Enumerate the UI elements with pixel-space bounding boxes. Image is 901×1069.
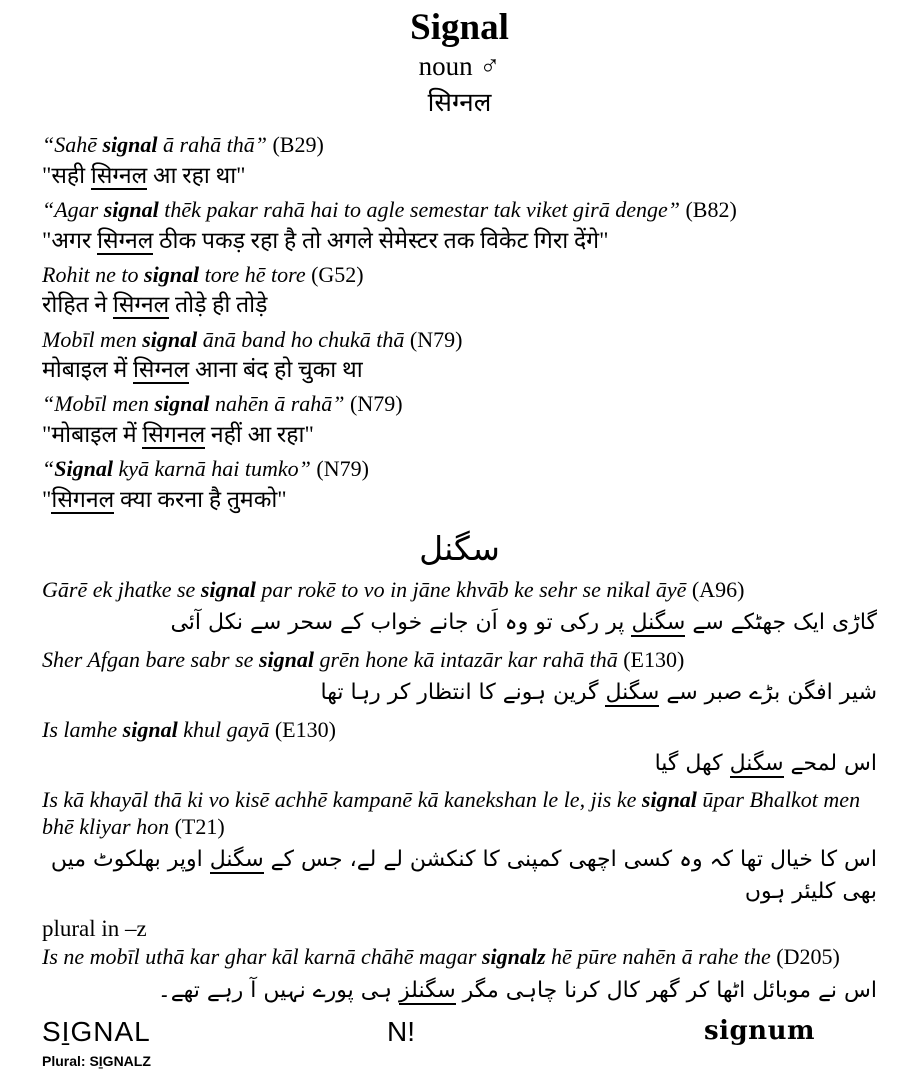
hindi-headword: सिग्नल bbox=[427, 88, 492, 118]
roman-suffix: tore hē tore bbox=[199, 261, 306, 287]
example-entry bbox=[42, 197, 877, 256]
roman-prefix: Gārē ek jhatke se bbox=[42, 576, 201, 602]
translation-suffix: گرین ہونے کا انتظار کر رہا تھا bbox=[320, 680, 606, 706]
roman-suffix: ūpar Bhalkot men bhē kliyar hon bbox=[42, 787, 861, 839]
example-translation-urdu bbox=[42, 844, 877, 908]
citation-code: (A96) bbox=[686, 576, 745, 602]
citation-code: (N79) bbox=[344, 391, 403, 417]
part-of-speech-line bbox=[42, 50, 877, 84]
example-translation-hindi bbox=[42, 226, 877, 256]
example-roman bbox=[42, 262, 877, 288]
urdu-headword: سگنل bbox=[419, 528, 500, 568]
example-roman bbox=[42, 132, 877, 158]
example-roman bbox=[42, 456, 877, 482]
example-entry bbox=[42, 717, 877, 779]
roman-suffix: khul gayā bbox=[177, 717, 270, 743]
keyword-underlined: सिग्नल bbox=[132, 357, 190, 383]
example-translation-hindi bbox=[42, 290, 877, 320]
citation-code: (N79) bbox=[404, 326, 463, 352]
roman-suffix: par rokē to vo in jāne khvāb ke sehr se nikal āyē bbox=[255, 576, 687, 602]
plural-note: plural in –z bbox=[42, 915, 147, 941]
translation-prefix: "अगर bbox=[42, 227, 98, 253]
roman-suffix: ānā band ho chukā thā bbox=[197, 326, 405, 352]
example-roman bbox=[42, 647, 877, 673]
keyword-underlined: سگنل bbox=[729, 750, 784, 776]
example-entry bbox=[42, 391, 877, 450]
male-gender-icon: ♂ bbox=[479, 50, 501, 82]
example-translation-hindi bbox=[42, 161, 877, 191]
keyword-underlined: सिग्नल bbox=[112, 292, 170, 318]
footer-etymon: signum bbox=[703, 1015, 815, 1046]
example-translation-hindi bbox=[42, 485, 877, 515]
keyword-underlined: سگنلز bbox=[399, 977, 456, 1003]
keyword-bold: signal bbox=[102, 132, 158, 158]
example-entry bbox=[42, 262, 877, 321]
roman-prefix: Sher Afgan bare sabr se bbox=[42, 646, 259, 672]
example-translation-urdu bbox=[42, 748, 877, 780]
keyword-underlined: سگنل bbox=[631, 609, 686, 635]
roman-prefix: Is lamhe bbox=[42, 717, 123, 743]
translation-suffix: आना बंद हो चुका था bbox=[189, 357, 363, 383]
roman-prefix: Is ne mobīl uthā kar ghar kāl karnā chāhē magar bbox=[42, 944, 482, 970]
keyword-underlined: सिग्नल bbox=[90, 162, 148, 188]
roman-prefix: Rohit ne to bbox=[42, 261, 145, 287]
roman-prefix: “ bbox=[42, 456, 55, 482]
keyword-bold: signal bbox=[103, 197, 159, 223]
keyword-bold: Signal bbox=[54, 456, 113, 482]
roman-prefix: Mobīl men bbox=[42, 326, 143, 352]
translation-prefix: شیر افگن بڑے صبر سے bbox=[659, 680, 877, 706]
translation-prefix: گاڑی ایک جھٹکے سے bbox=[685, 609, 877, 635]
keyword-bold: signal bbox=[154, 391, 210, 417]
citation-code: (T21) bbox=[169, 813, 225, 839]
keyword-underlined: سگنل bbox=[605, 680, 660, 706]
keyword-bold: signal bbox=[258, 646, 314, 672]
translation-suffix: क्या करना है तुमको" bbox=[114, 486, 287, 512]
roman-prefix: “Mobīl men bbox=[42, 391, 155, 417]
keyword-underlined: سگنل bbox=[209, 847, 264, 873]
example-entry bbox=[42, 944, 877, 1006]
citation-code: (D205) bbox=[770, 944, 840, 970]
page-title: Signal bbox=[410, 7, 509, 48]
translation-suffix: ठीक पकड़ रहा है तो अगले सेमेस्टर तक विकेट गिरा देंगे" bbox=[153, 227, 609, 253]
citation-code: (B82) bbox=[679, 197, 737, 223]
roman-suffix: hē pūre nahēn ā rahe the bbox=[545, 944, 771, 970]
translation-suffix: आ रहा था" bbox=[147, 162, 246, 188]
citation-code: (B29) bbox=[266, 132, 324, 158]
entry-footer bbox=[42, 1017, 877, 1069]
keyword-underlined: सिगनल bbox=[142, 421, 206, 447]
translation-prefix: اس نے موبائل اٹھا کر گھر کال کرنا چاہی مگر bbox=[455, 977, 877, 1003]
translation-suffix: پر رکی تو وہ اَن جانے خواب کے سحر سے نکل آئی bbox=[170, 609, 632, 635]
roman-suffix: ā rahā thā” bbox=[157, 132, 267, 158]
example-entry bbox=[42, 456, 877, 515]
urdu-examples-section bbox=[42, 577, 877, 1007]
footer-grammar-code: N! bbox=[387, 1015, 415, 1047]
keyword-bold: signal bbox=[122, 717, 178, 743]
example-entry bbox=[42, 132, 877, 191]
roman-suffix: nahēn ā rahā” bbox=[209, 391, 345, 417]
translation-suffix: اوپر بھلکوٹ میں بھی کلیئر ہوں bbox=[50, 847, 877, 905]
example-roman bbox=[42, 577, 877, 603]
roman-suffix: thēk pakar rahā hai to agle semestar tak viket girā denge” bbox=[158, 197, 680, 223]
translation-prefix: रोहित ने bbox=[42, 292, 113, 318]
translation-prefix: " bbox=[42, 486, 52, 512]
example-translation-urdu bbox=[42, 975, 877, 1007]
example-roman bbox=[42, 327, 877, 353]
translation-prefix: मोबाइल में bbox=[42, 357, 133, 383]
example-translation-urdu bbox=[42, 677, 877, 709]
keyword-bold: signal bbox=[200, 576, 256, 602]
footer-plural-note: Plural: SI̱GNALZ bbox=[42, 1053, 151, 1069]
keyword-bold: signal bbox=[641, 787, 697, 813]
example-translation-hindi bbox=[42, 355, 877, 385]
example-entry bbox=[42, 787, 877, 908]
translation-suffix: ہی پورے نہیں آ رہے تھے۔ bbox=[157, 977, 400, 1003]
roman-prefix: Is kā khayāl thā ki vo kisē achhē kampanē kā kanekshan le le, jis ke bbox=[42, 787, 642, 813]
example-roman bbox=[42, 944, 877, 970]
example-roman bbox=[42, 391, 877, 417]
translation-prefix: اس لمحے bbox=[783, 750, 877, 776]
citation-code: (E130) bbox=[617, 646, 685, 672]
hindi-examples-section bbox=[42, 132, 877, 515]
translation-prefix: "मोबाइल में bbox=[42, 421, 143, 447]
translation-suffix: तोड़े ही तोड़े bbox=[169, 292, 268, 318]
roman-suffix: grēn hone kā intazār kar rahā thā bbox=[313, 646, 618, 672]
keyword-underlined: सिगनल bbox=[51, 486, 115, 512]
keyword-bold: signal bbox=[144, 261, 200, 287]
example-roman bbox=[42, 717, 877, 743]
example-entry bbox=[42, 577, 877, 639]
example-entry bbox=[42, 327, 877, 386]
roman-suffix: kyā karnā hai tumko” bbox=[112, 456, 311, 482]
footer-headword-block bbox=[42, 1017, 387, 1069]
keyword-bold: signalz bbox=[481, 944, 546, 970]
citation-code: (E130) bbox=[269, 717, 336, 743]
roman-prefix: “Sahē bbox=[42, 132, 103, 158]
example-translation-hindi bbox=[42, 420, 877, 450]
citation-code: (G52) bbox=[305, 261, 364, 287]
translation-prefix: "सही bbox=[42, 162, 91, 188]
translation-prefix: اس کا خیال تھا کہ وہ کسی اچھی کمپنی کا کنکشن لے لے، جس کے bbox=[263, 847, 877, 873]
keyword-underlined: सिग्नल bbox=[97, 227, 154, 253]
example-roman bbox=[42, 197, 877, 223]
example-roman bbox=[42, 787, 877, 840]
footer-headword: SI̱GNAL bbox=[42, 1015, 151, 1047]
roman-prefix: “Agar bbox=[42, 197, 104, 223]
example-translation-urdu bbox=[42, 607, 877, 639]
keyword-bold: signal bbox=[142, 326, 198, 352]
citation-code: (N79) bbox=[310, 456, 369, 482]
pos-label: noun bbox=[418, 50, 473, 81]
example-entry bbox=[42, 647, 877, 709]
translation-suffix: کھل گیا bbox=[654, 750, 730, 776]
translation-suffix: नहीं आ रहा" bbox=[205, 421, 314, 447]
